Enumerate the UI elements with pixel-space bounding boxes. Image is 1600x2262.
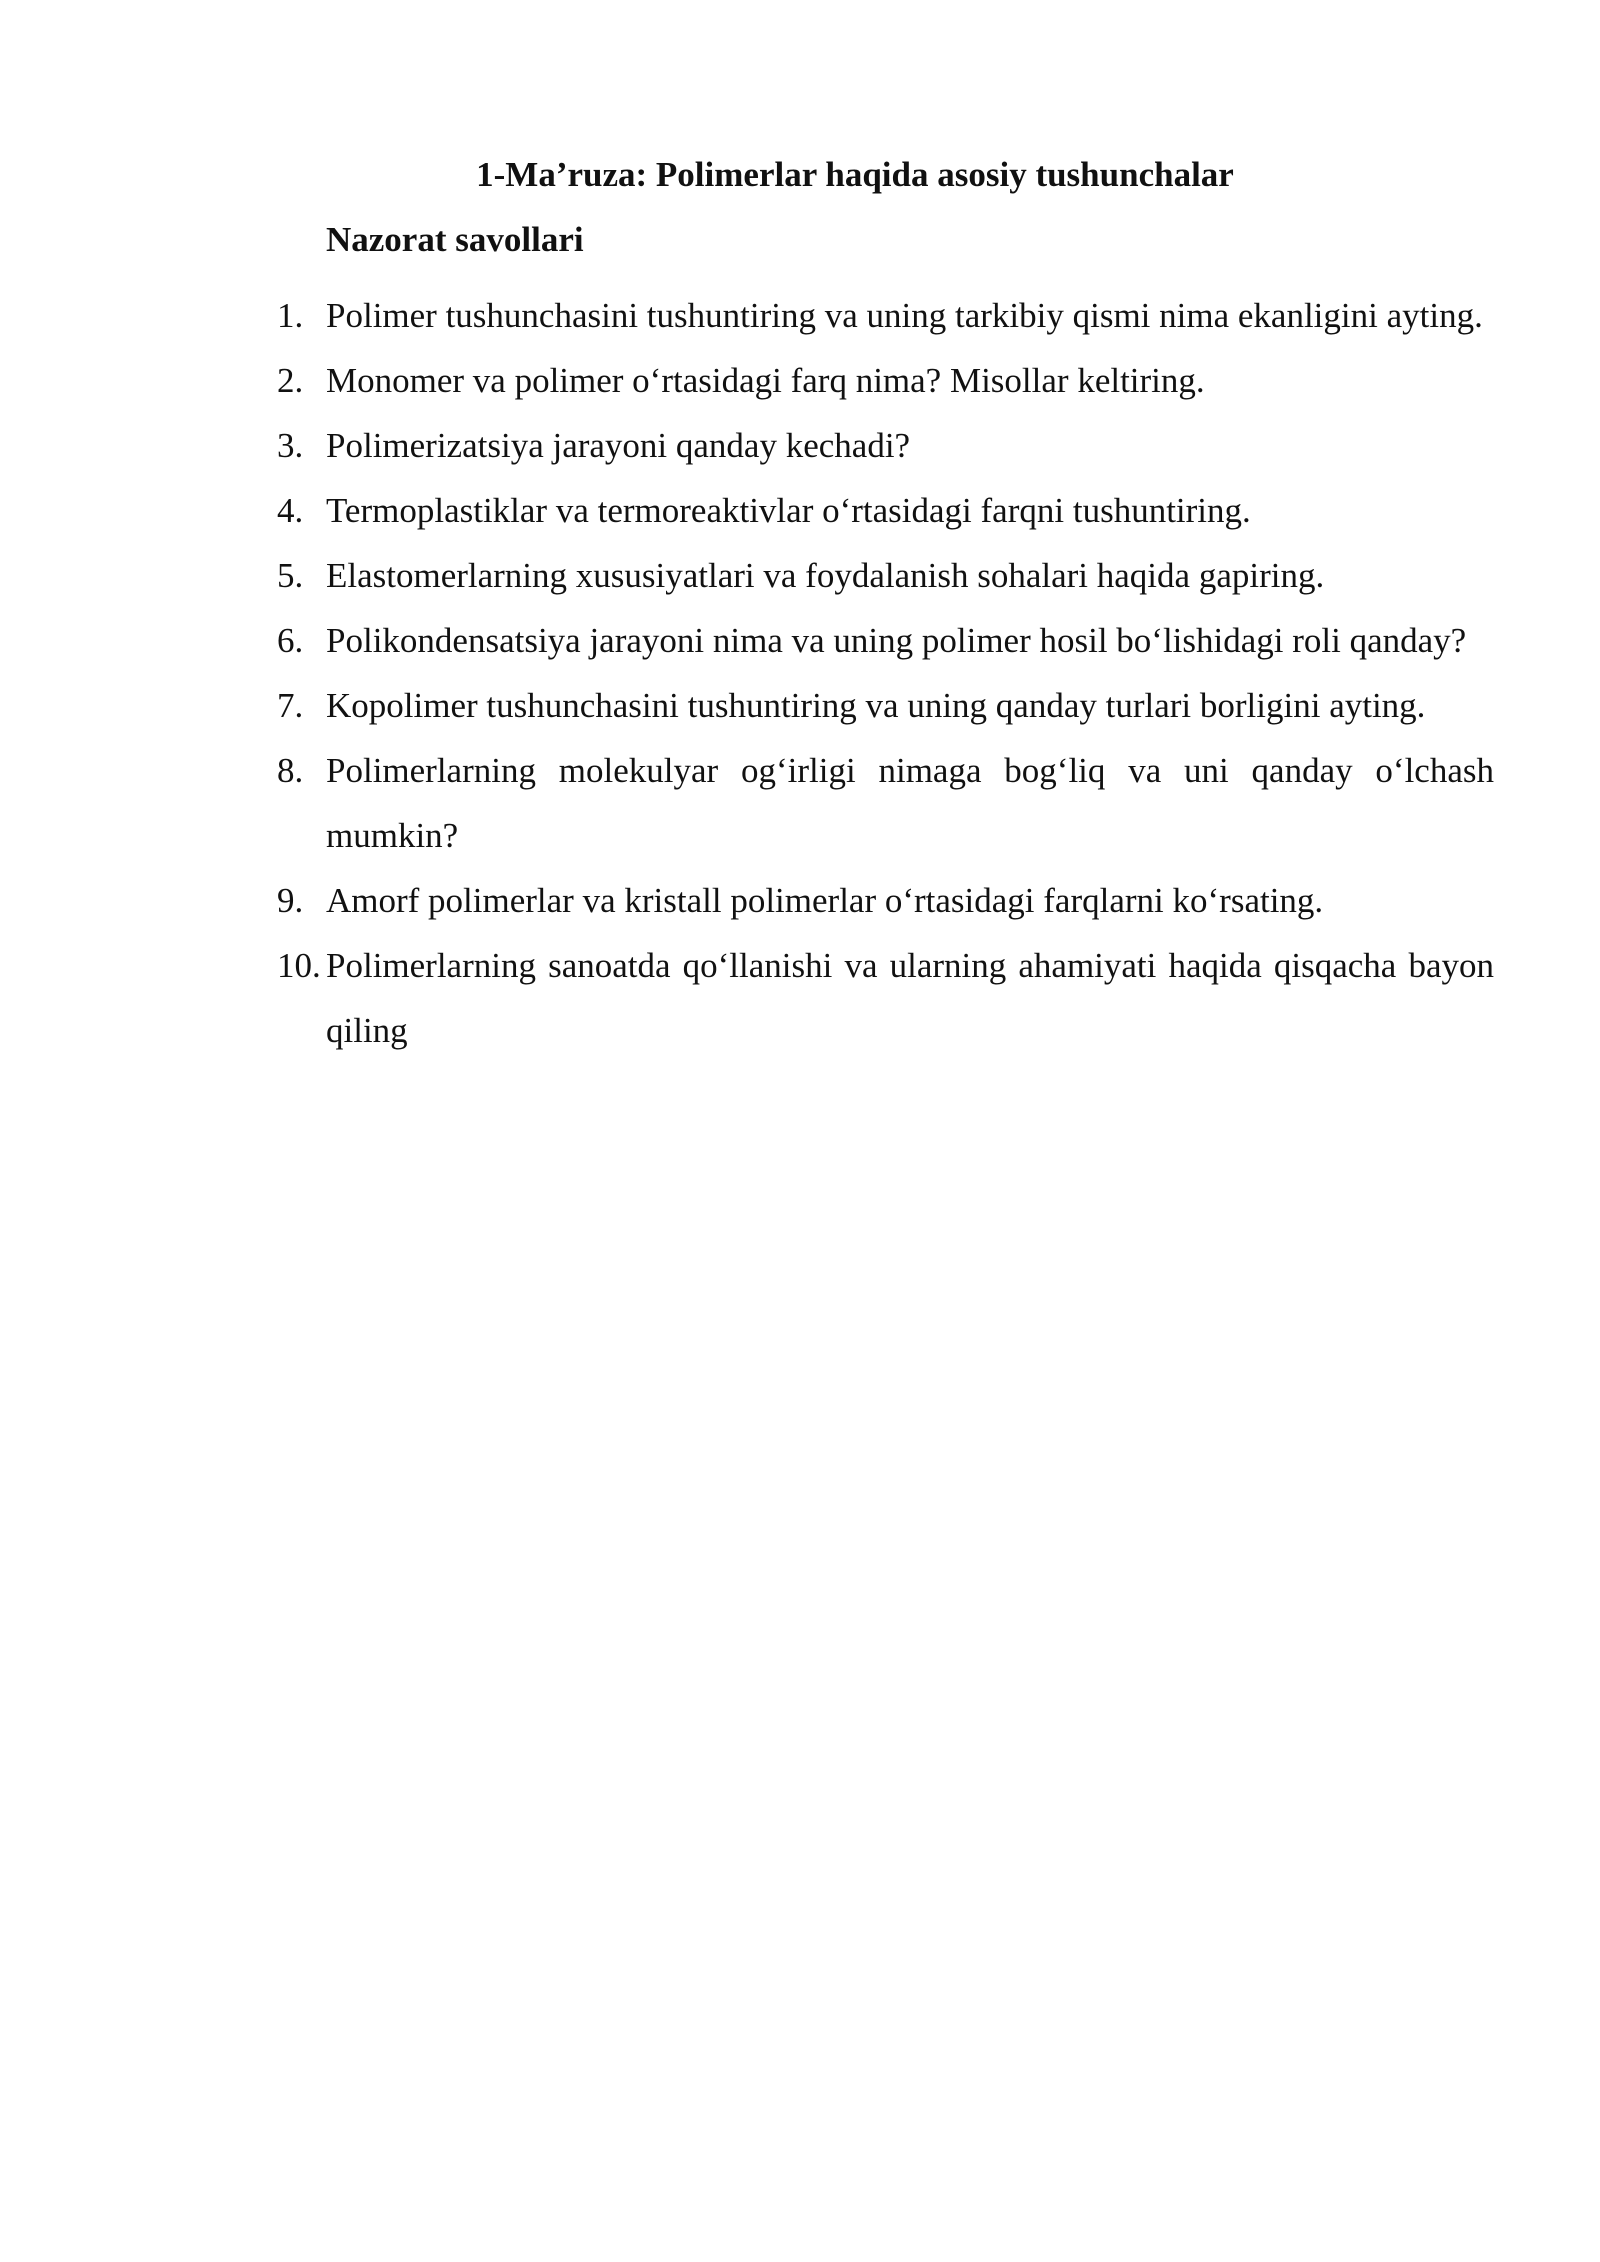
list-item-text: Termoplastiklar va termoreaktivlar o‘rtasidagi farqni tushuntiring.	[326, 491, 1251, 530]
page-title: 1-Ma’ruza: Polimerlar haqida asosiy tushunchalar	[476, 155, 1234, 194]
list-item	[0, 673, 1494, 738]
list-item	[0, 478, 1494, 543]
list-item	[0, 348, 1494, 413]
list-item	[0, 283, 1494, 348]
list-item-number: 9.	[277, 881, 304, 920]
list-item-text: Polimerlarning molekulyar og‘irligi nimaga bog‘liq va uni qanday o‘lchash mumkin?	[326, 751, 1494, 855]
list-item-number: 6.	[277, 621, 304, 660]
list-item-number: 1.	[277, 296, 304, 335]
list-item-number: 4.	[277, 491, 304, 530]
list-item-number: 2.	[277, 361, 304, 400]
section-heading: Nazorat savollari	[326, 220, 584, 259]
list-item-number: 7.	[277, 686, 304, 725]
question-list	[0, 283, 1600, 1063]
list-item-text: Monomer va polimer o‘rtasidagi farq nima? Misollar keltiring.	[326, 361, 1205, 400]
list-item-text: Elastomerlarning xususiyatlari va foydalanish sohalari haqida gapiring.	[326, 556, 1325, 595]
list-item-text: Polimer tushunchasini tushuntiring va uning tarkibiy qismi nima ekanligini ayting.	[326, 296, 1483, 335]
list-item-text: Kopolimer tushunchasini tushuntiring va uning qanday turlari borligini ayting.	[326, 686, 1426, 725]
list-item	[0, 413, 1494, 478]
list-item	[0, 543, 1494, 608]
list-item-number: 3.	[277, 426, 304, 465]
list-item	[0, 868, 1494, 933]
list-item-number: 5.	[277, 556, 304, 595]
list-item-number: 8.	[277, 751, 304, 790]
list-item	[0, 933, 1494, 1063]
list-item	[0, 608, 1494, 673]
list-item	[0, 738, 1494, 868]
list-item-number: 10.	[277, 946, 321, 985]
list-item-text: Amorf polimerlar va kristall polimerlar o‘rtasidagi farqlarni ko‘rsating.	[326, 881, 1324, 920]
list-item-text: Polikondensatsiya jarayoni nima va uning polimer hosil bo‘lishidagi roli qanday?	[326, 621, 1467, 660]
list-item-text: Polimerlarning sanoatda qo‘llanishi va ularning ahamiyati haqida qisqacha bayon qiling	[326, 946, 1494, 1050]
list-item-text: Polimerizatsiya jarayoni qanday kechadi?	[326, 426, 911, 465]
